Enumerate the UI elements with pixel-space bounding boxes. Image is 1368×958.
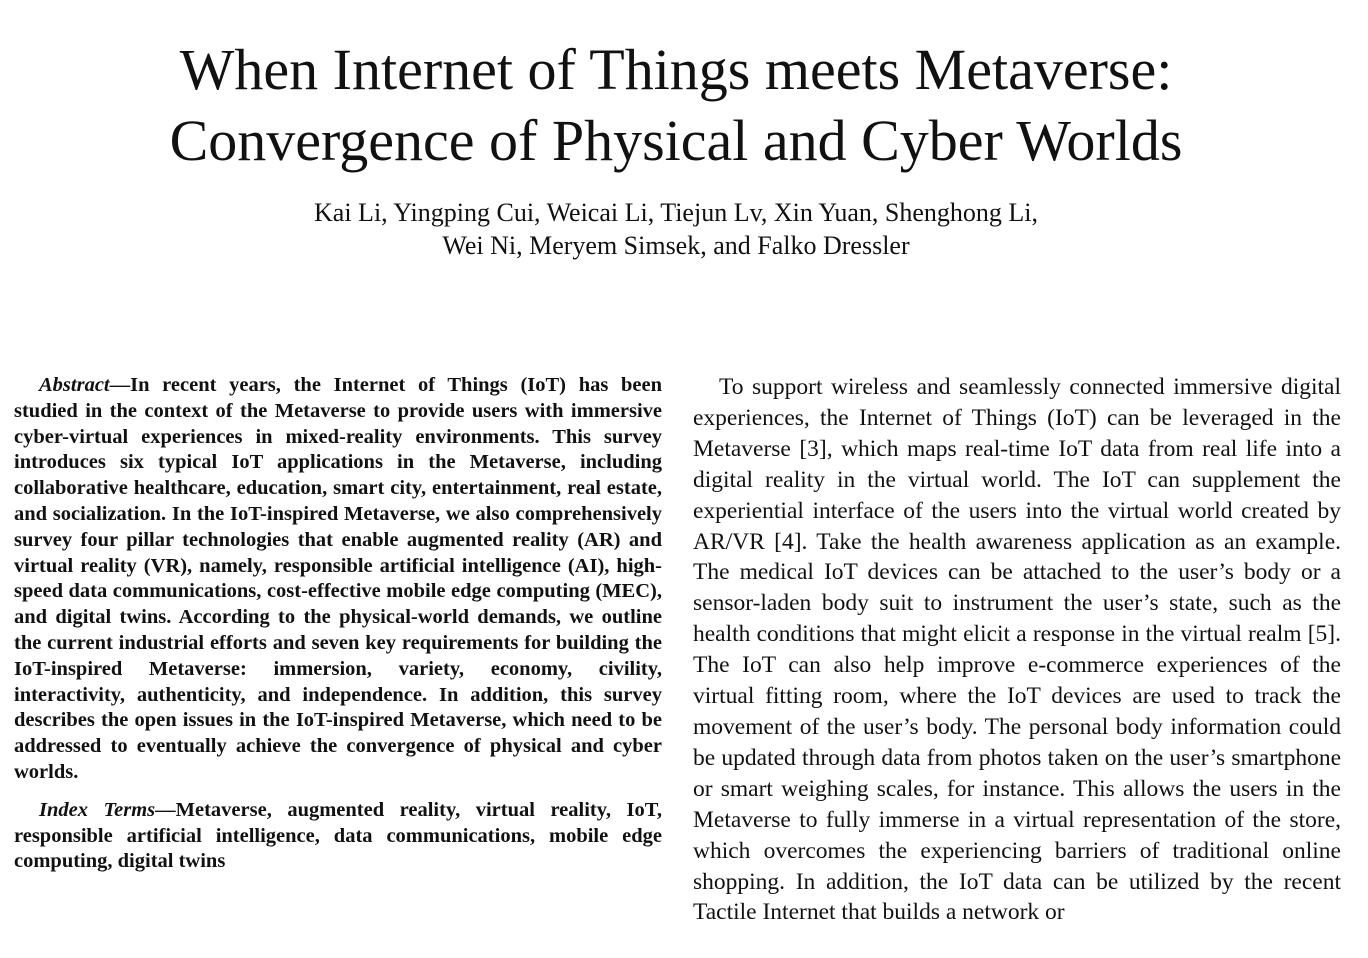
authors-line-1: Kai Li, Yingping Cui, Weicai Li, Tiejun Lv, Xin Yuan, Shenghong Li, [314, 198, 1038, 227]
index-terms-text: Metaverse, augmented reality, virtual reality, IoT, responsible artificial intelligence, data communications, mobile edge computing, digital twins [14, 798, 662, 873]
abstract-dash: — [109, 374, 131, 396]
abstract-label: Abstract [39, 374, 110, 396]
authors-line-2: Wei Ni, Meryem Simsek, and Falko Dressler [442, 231, 910, 260]
right-column [693, 372, 1341, 928]
author-list [0, 196, 1352, 262]
index-terms-label: Index Terms [39, 798, 156, 821]
abstract-text: In recent years, the Internet of Things (IoT) has been studied in the context of the Metaverse to provide users with immersive cyber-virtual experiences in mixed-reality environments. This survey introduces six typical IoT applications in the Metaverse, including collaborative healthcare, education, smart city, entertainment, real estate, and socialization. In the IoT-inspired Metaverse, we also comprehensively survey four pillar technologies that enable augmented reality (AR) and virtual reality (VR), namely, responsible artificial intelligence (AI), high-speed data communications, cost-effective mobile edge computing (MEC), and digital twins. According to the physical-world demands, we outline the current industrial efforts and seven key requirements for building the IoT-inspired Metaverse: immersion, variety, economy, civility, interactivity, authenticity, and independence. In addition, this survey describes the open issues in the IoT-inspired Metaverse, which need to be addressed to eventually achieve the convergence of physical and cyber worlds. [14, 374, 662, 783]
intro-paragraph: To support wireless and seamlessly connected immersive digital experiences, the Internet of Things (IoT) can be leveraged in the Metaverse [3], which maps real-time IoT data from real life into a digital reality in the virtual world. The IoT can supplement the experiential interface of the users into the virtual world created by AR/VR [4]. Take the health awareness application as an example. The medical IoT devices can be attached to the user’s body or a sensor-laden body suit to instrument the user’s state, such as the health conditions that might elicit a response in the virtual realm [5]. The IoT can also help improve e-commerce experiences of the virtual fitting room, where the IoT devices are used to track the movement of the user’s body. The personal body information could be updated through data from photos taken on the user’s smartphone or smart weighing scales, for instance. This allows the users in the Metaverse to fully immerse in a virtual representation of the store, which overcomes the experiencing barriers of traditional online shopping. In addition, the IoT data can be utilized by the recent Tactile Internet that builds a network or [693, 374, 1341, 926]
title-line-1: When Internet of Things meets Metaverse: [179, 37, 1173, 102]
abstract [14, 373, 662, 786]
index-terms [14, 798, 662, 875]
left-column [14, 373, 662, 875]
index-terms-dash: — [155, 798, 176, 821]
paper-title [0, 34, 1352, 176]
title-line-2: Convergence of Physical and Cyber Worlds [169, 108, 1183, 173]
